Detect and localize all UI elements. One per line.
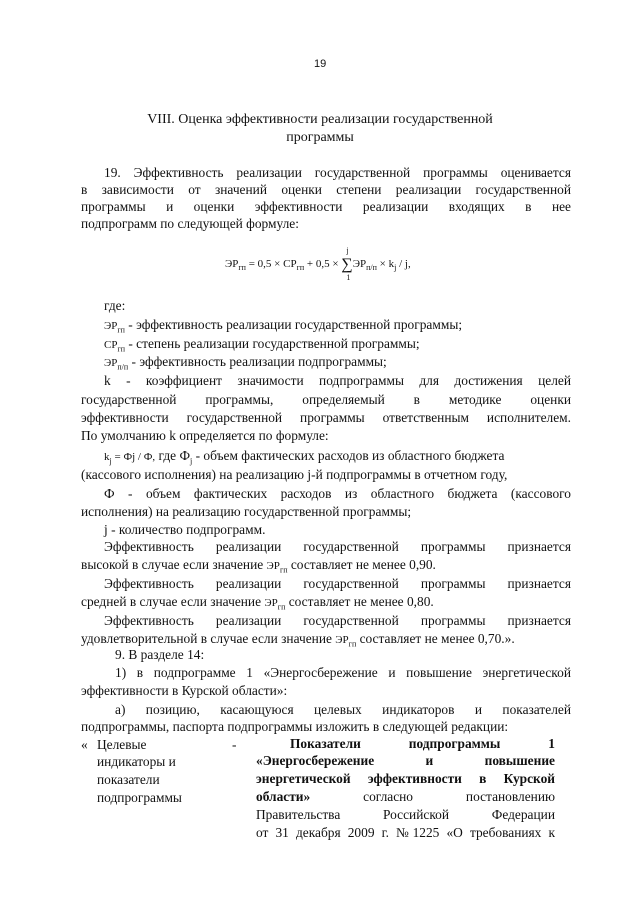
definition-er-pp: $ЭР_{п/п}$ - эффективность реализации подпрограммы;: [104, 354, 387, 372]
right-cell-line5: Правительства Российской Федерации: [256, 807, 555, 822]
kj-formula-line: $k_j$ = Фj / Ф, где $Ф_j$ - объем фактических расходов из областного бюджета: [104, 448, 505, 466]
left-cell-line1: Целевые: [97, 737, 147, 752]
left-cell-line4: подпрограммы: [97, 790, 182, 805]
right-cell-line2: «Энергосбережение и повышение: [256, 753, 555, 768]
kj-formula-continuation: (кассового исполнения) на реализацию j-й подпрограммы в отчетном году,: [81, 467, 508, 482]
opening-quote: «: [81, 737, 88, 752]
definition-sr-gp: $СР_{гп}$ - степень реализации государственной программы;: [104, 336, 420, 354]
j-definition: j - количество подпрограмм.: [104, 522, 266, 537]
right-cell-line1: Показатели подпрограммы 1: [290, 736, 555, 751]
page-number: 19: [314, 58, 327, 70]
right-cell-line4: области» согласно постановлению: [256, 789, 555, 804]
section-heading-line1: VIII. Оценка эффективности реализации государственной: [147, 112, 493, 127]
item-9: 9. В разделе 14:: [115, 647, 205, 662]
efficiency-formula: $ЭР_{гп} = 0,5 \times СР_{гп} + 0,5$ × ∑ j 1 $ЭР_{п/п} \times k_j / j$,: [225, 246, 411, 282]
section-heading-line2: программы: [286, 130, 354, 145]
left-cell-line2: индикаторы и: [97, 754, 176, 769]
separator-dash: -: [232, 737, 237, 752]
where-label: где:: [104, 298, 126, 313]
definition-er-gp: $ЭР_{гп}$ - эффективность реализации государственной программы;: [104, 317, 463, 335]
right-cell-line6: от 31 декабря 2009 г. №1225 «О требованиях к: [256, 825, 555, 840]
right-cell-line3: энергетической эффективности в Курской: [256, 771, 555, 786]
left-cell-line3: показатели: [97, 772, 160, 787]
